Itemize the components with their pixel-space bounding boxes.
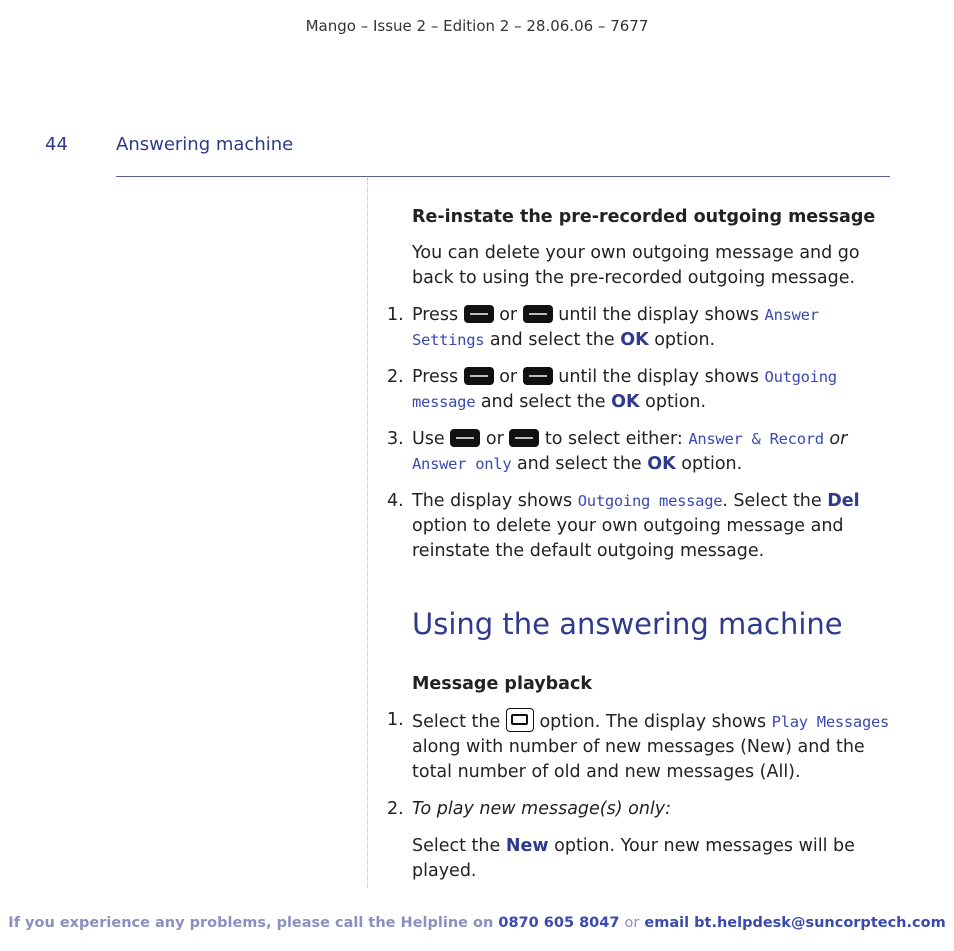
key-label: OK — [647, 454, 676, 474]
menu-vol-up-button-icon — [464, 305, 494, 323]
step-text: Select the option. The display shows Play Messages along with number of new messages (New) and the total number of old and new messages (All). — [412, 708, 897, 785]
main-content — [387, 205, 897, 896]
display-text: Answer Settings — [412, 306, 819, 349]
step-text: To play new message(s) only: — [412, 799, 672, 819]
display-text: Play Messages — [771, 713, 890, 731]
step-number: 1. — [387, 305, 404, 325]
menu-vol-down-button-icon — [509, 429, 539, 447]
display-text: Answer & Record — [688, 430, 824, 448]
playback-instruction: Select the New option. Your new messages will be played. — [412, 836, 855, 881]
step-number: 2. — [387, 367, 404, 387]
helpdesk-email: email bt.helpdesk@suncorptech.com — [644, 915, 946, 931]
header-rule — [116, 176, 890, 177]
answering-machine-icon — [506, 708, 534, 732]
step-4 — [387, 489, 897, 564]
menu-vol-down-button-icon — [523, 305, 553, 323]
display-text: Outgoing message — [577, 492, 723, 510]
step-2 — [387, 365, 897, 415]
menu-vol-down-button-icon — [523, 367, 553, 385]
helpline-phone: 0870 605 8047 — [498, 915, 620, 931]
page-number: 44 — [45, 134, 68, 155]
step-number: 4. — [387, 491, 404, 511]
key-label: OK — [611, 392, 640, 412]
step-3 — [387, 427, 897, 477]
document-reference: Mango – Issue 2 – Edition 2 – 28.06.06 – 7677 — [305, 17, 649, 35]
section-name: Answering machine — [116, 134, 294, 155]
menu-vol-up-button-icon — [464, 367, 494, 385]
key-label: Del — [827, 491, 860, 511]
key-label: New — [505, 836, 549, 856]
key-label: OK — [620, 330, 649, 350]
menu-vol-up-button-icon — [450, 429, 480, 447]
step-1 — [387, 303, 897, 353]
step-text: Press or until the display shows Answer Settings and select the OK option. — [412, 305, 819, 350]
step-text: The display shows Outgoing message. Select the Del option to delete your own outgoing message and reinstate the default outgoing message. — [412, 491, 860, 561]
step-text: Use or to select either: Answer & Record or Answer only and select the OK option. — [412, 429, 848, 474]
section-heading-reinstate: Re-instate the pre-recorded outgoing message — [412, 207, 876, 227]
section-heading-message-playback: Message playback — [412, 674, 592, 694]
playback-step-1 — [387, 708, 897, 785]
step-text: Press or until the display shows Outgoing message and select the OK option. — [412, 367, 837, 412]
section-title-using-answering-machine: Using the answering machine — [412, 607, 843, 641]
step-number: 1. — [387, 710, 404, 730]
intro-paragraph: You can delete your own outgoing message and go back to using the pre-recorded outgoing message. — [412, 243, 860, 288]
helpline-footer: If you experience any problems, please call the Helpline on 0870 605 8047 or email bt.helpdesk@suncorptech.com — [8, 915, 946, 931]
playback-step-2 — [387, 797, 897, 822]
display-text: Answer only — [412, 455, 512, 473]
column-divider — [367, 178, 368, 888]
step-number: 2. — [387, 799, 404, 819]
display-text: Outgoing message — [412, 368, 837, 411]
step-number: 3. — [387, 429, 404, 449]
